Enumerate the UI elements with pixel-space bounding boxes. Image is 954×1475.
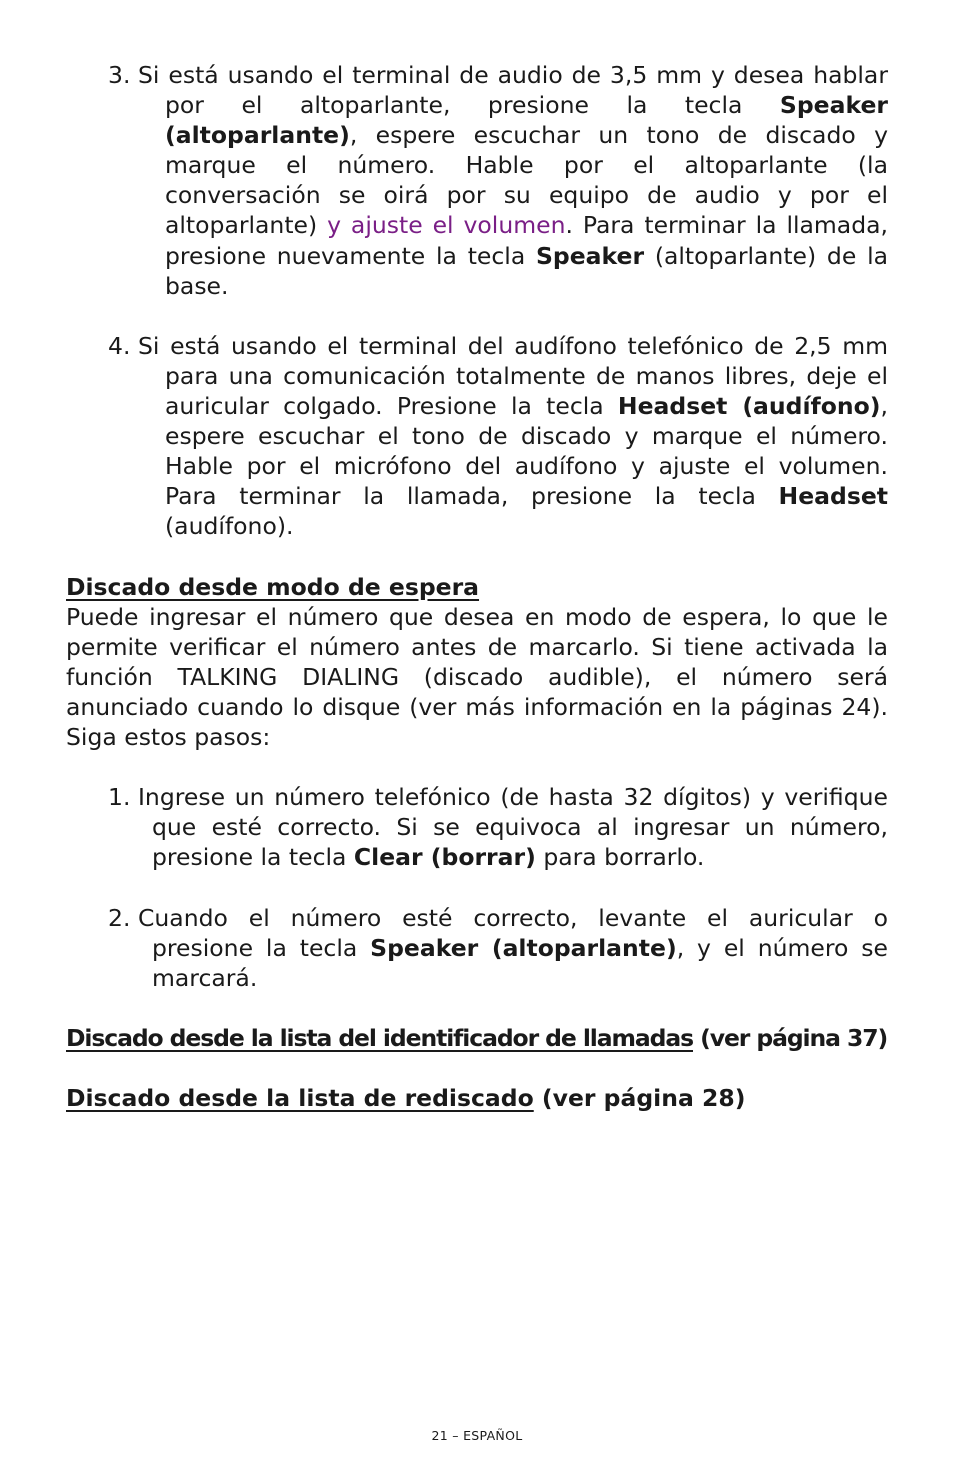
step-text: para borrarlo.	[535, 843, 705, 872]
section-heading-callerid	[66, 1023, 888, 1053]
key-name: Headset	[778, 482, 888, 511]
item-text: . Para terminar la llamada, presione nuevamente la tecla	[165, 211, 888, 270]
key-name: Clear (borrar)	[353, 843, 536, 872]
item-text: Si está usando el terminal de audio de 3,5 mm y desea hablar por el altoparlante, presione la tecla	[138, 61, 888, 120]
list-item-3	[66, 60, 888, 301]
step-1	[66, 782, 888, 872]
item-number: 3.	[108, 61, 131, 89]
heading-text: Discado desde modo de espera	[66, 572, 480, 601]
page-footer: 21 – ESPAÑOL	[431, 1428, 523, 1443]
page-reference: (ver página 37)	[693, 1024, 888, 1052]
item-text: (altoparlante) de la base.	[165, 241, 888, 300]
section-heading-standby	[66, 572, 888, 602]
key-name: Speaker (altoparlante)	[370, 933, 677, 962]
item-text: , espere escuchar un tono de discado y marque el número. Hable por el altoparlante (la conversación se oirá por su equipo de audio y por el altoparlante)	[165, 121, 888, 240]
section-heading-redial	[66, 1083, 888, 1113]
key-name: Speaker (altoparlante)	[165, 91, 888, 150]
key-name: Speaker	[536, 241, 645, 270]
item-text: , espere escuchar el tono de discado y marque el número. Hable por el micrófono del audífono y ajuste el volumen. Para terminar la llamada, presione la tecla	[165, 392, 888, 511]
highlighted-text: y ajuste el volumen	[327, 211, 566, 240]
item-number: 4.	[108, 331, 131, 360]
step-text: Cuando el número esté correcto, levante el auricular o presione la tecla	[138, 903, 888, 962]
key-name: Headset (audífono)	[617, 392, 881, 421]
step-number: 2.	[108, 903, 131, 932]
step-2	[66, 903, 888, 993]
step-text: , y el número se marcará.	[152, 933, 888, 992]
item-text: Si está usando el terminal del audífono telefónico de 2,5 mm para una comunicación totalmente de manos libres, deje el auricular colgado. Presione la tecla	[138, 331, 888, 421]
heading-text: Discado desde la lista del identificador de llamadas	[66, 1024, 693, 1052]
step-text: Ingrese un número telefónico (de hasta 32 dígitos) y verifique que esté correcto. Si se equivoca al ingresar un número, presione la tecla	[138, 783, 888, 872]
section-paragraph: Puede ingresar el número que desea en modo de espera, lo que le permite verificar el número antes de marcarlo. Si tiene activada la función TALKING DIALING (discado audible), el número será anunciado cuando lo disque (ver más información en la páginas 24). Siga estos pasos:	[66, 602, 888, 752]
list-item-4	[66, 331, 888, 542]
page-reference: (ver página 28)	[533, 1084, 746, 1113]
item-text: (audífono).	[165, 512, 294, 541]
heading-text: Discado desde la lista de rediscado	[66, 1084, 534, 1113]
step-number: 1.	[108, 783, 131, 812]
manual-page	[66, 60, 888, 1113]
